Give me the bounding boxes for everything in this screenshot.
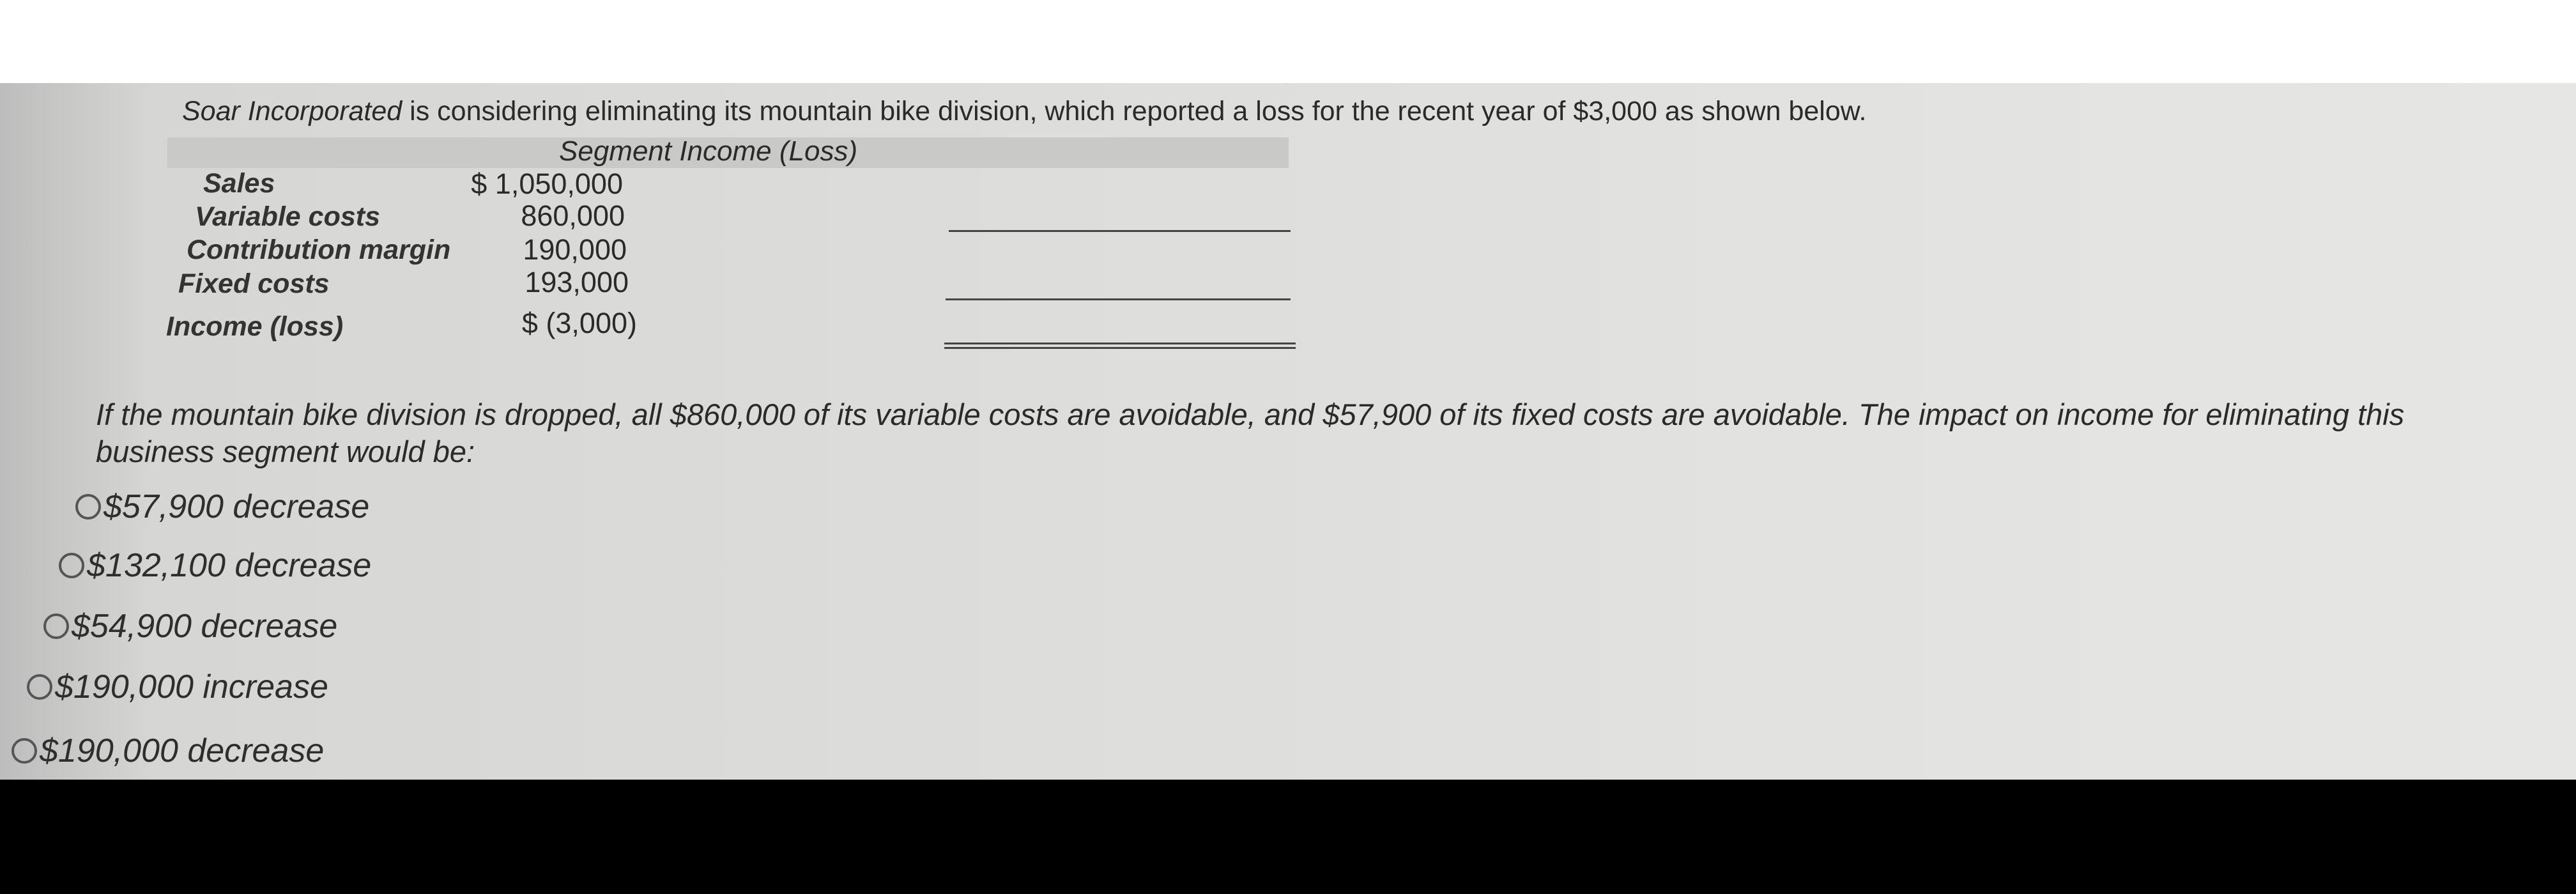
row-value-income-loss: $ (3,000) xyxy=(521,307,637,339)
radio-button[interactable] xyxy=(12,738,37,764)
double-rule-bottom xyxy=(944,347,1296,349)
answer-option-label: $57,900 decrease xyxy=(103,488,370,525)
question-text: If the mountain bike division is dropped, all $860,000 of its variable costs are avoidable, and $57,900 of its fixed costs are avoidable. The impact on income for eliminating this business segment would be: xyxy=(96,397,2405,468)
top-background xyxy=(0,0,2576,83)
row-value-fixed-costs: 193,000 xyxy=(525,266,629,298)
radio-button[interactable] xyxy=(43,613,69,639)
table-title: Segment Income (Loss) xyxy=(559,135,858,167)
intro-text: is considering eliminating its mountain bike division, which reported a loss for the recent year of $3,000 as shown below. xyxy=(402,96,1867,127)
answer-option-5[interactable] xyxy=(12,732,324,770)
row-label-variable-costs: Variable costs xyxy=(195,201,380,232)
total-rule xyxy=(946,298,1291,300)
bottom-background xyxy=(0,780,2576,894)
answer-option-label: $54,900 decrease xyxy=(72,608,338,645)
double-rule-top xyxy=(944,343,1296,344)
row-value-sales: $ 1,050,000 xyxy=(471,167,623,200)
radio-button[interactable] xyxy=(27,674,52,700)
answer-option-label: $132,100 decrease xyxy=(87,547,372,584)
answer-option-4[interactable] xyxy=(27,668,328,706)
row-value-contribution-margin: 190,000 xyxy=(523,233,627,266)
radio-button[interactable] xyxy=(59,553,84,578)
row-label-fixed-costs: Fixed costs xyxy=(178,268,330,299)
radio-button[interactable] xyxy=(75,494,101,520)
answer-option-2[interactable] xyxy=(59,546,371,585)
subtotal-rule xyxy=(949,230,1291,232)
answer-option-1[interactable] xyxy=(75,488,369,526)
company-name: Soar Incorporated xyxy=(182,96,402,127)
answer-option-label: $190,000 increase xyxy=(55,668,328,705)
row-label-contribution-margin: Contribution margin xyxy=(187,235,451,265)
row-label-income-loss: Income (loss) xyxy=(166,311,344,342)
row-value-variable-costs: 860,000 xyxy=(521,199,625,232)
answer-option-3[interactable] xyxy=(43,607,337,645)
problem-intro xyxy=(182,96,1866,127)
row-label-sales: Sales xyxy=(203,168,275,199)
answer-option-label: $190,000 decrease xyxy=(40,732,325,769)
